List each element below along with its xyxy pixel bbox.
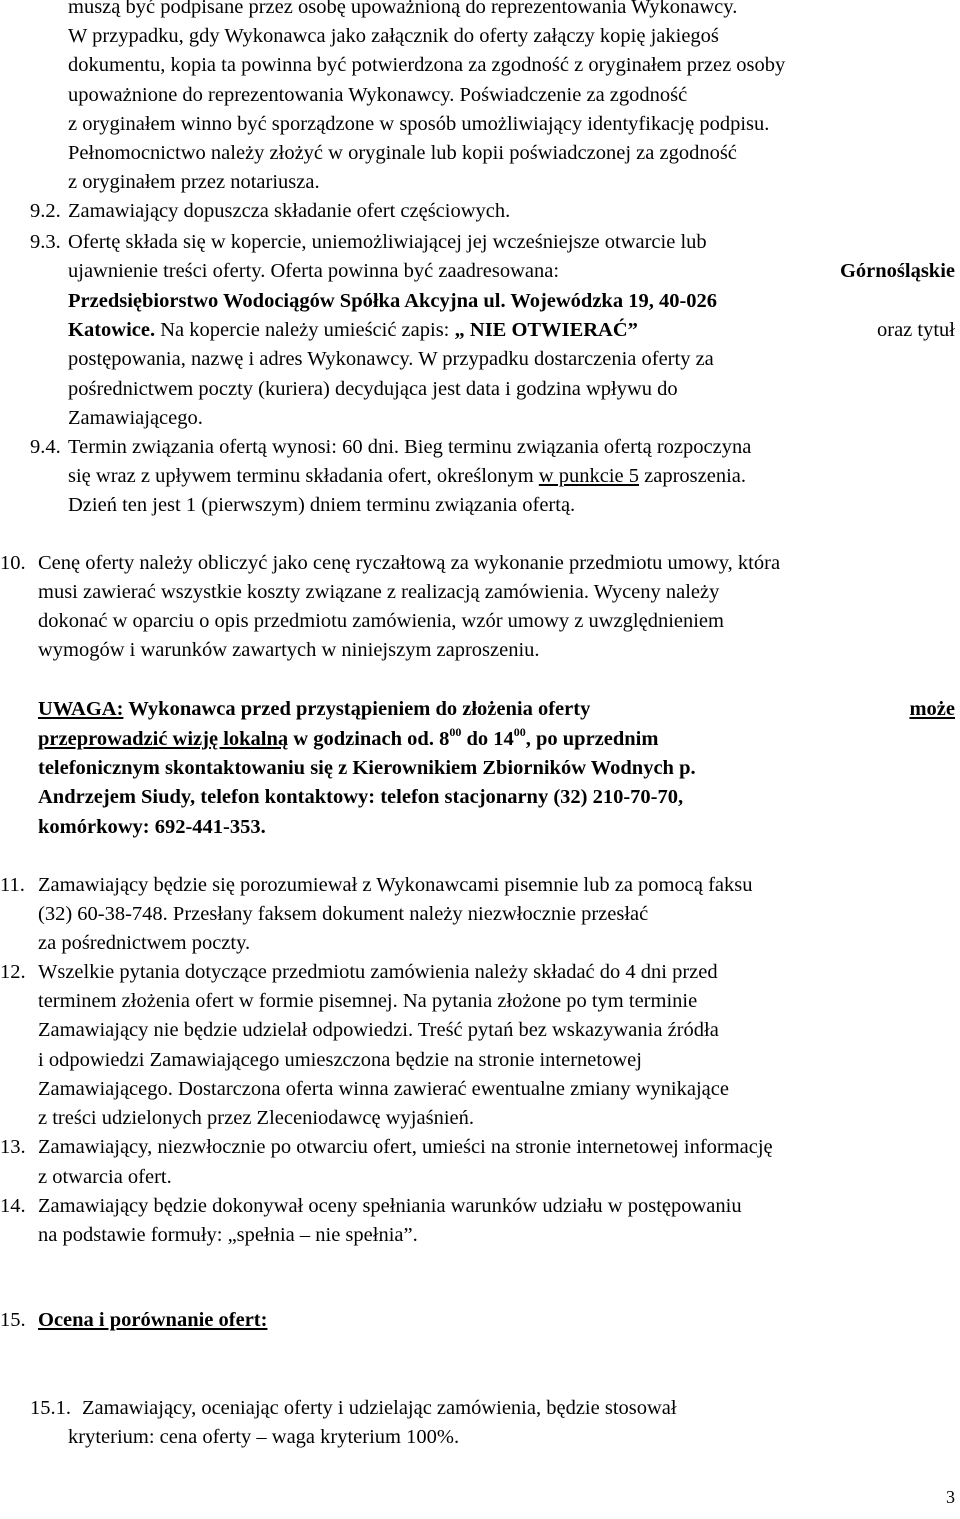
notice-label: UWAGA: bbox=[38, 698, 124, 720]
text-line: musi zawierać wszystkie koszty związane z realizacją zamówienia. Wyceny należy bbox=[38, 581, 720, 603]
text-line bbox=[68, 257, 955, 286]
text-span: do 14 bbox=[466, 728, 514, 750]
text-line: z treści udzielonych przez Zleceniodawcę wyjaśnień. bbox=[38, 1107, 474, 1129]
text-line: Zamawiający będzie się porozumiewał z Wykonawcami pisemnie lub za pomocą faksu bbox=[38, 874, 753, 896]
notice-line: telefonicznym skontaktowaniu się z Kierownikiem Zbiorników Wodnych p. bbox=[38, 757, 696, 779]
item-number: 10. bbox=[0, 552, 26, 574]
text-line: upoważnione do reprezentowania Wykonawcy. Poświadczenie za zgodność bbox=[68, 84, 688, 106]
text-line: z oryginałem winno być sporządzone w sposób umożliwiający identyfikację podpisu. bbox=[68, 113, 770, 135]
text-line: z otwarcia ofert. bbox=[38, 1166, 172, 1188]
text-span: się wraz z upływem terminu składania ofert, określonym bbox=[68, 465, 534, 487]
text-line: dokumentu, kopia ta powinna być potwierdzona za zgodność z oryginałem przez osoby bbox=[68, 54, 786, 76]
section-reference: w punkcie 5 bbox=[538, 465, 639, 487]
text-line: Zamawiający dopuszcza składanie ofert częściowych. bbox=[68, 200, 511, 222]
text-line: Zamawiający, oceniając oferty i udzielając zamówienia, będzie stosował bbox=[82, 1397, 677, 1419]
item-number: 11. bbox=[0, 874, 25, 896]
text-line: Zamawiającego. Dostarczona oferta winna zawierać ewentualne zmiany wynikające bbox=[38, 1078, 729, 1100]
text-span: , po uprzednim bbox=[525, 728, 659, 750]
text-span: w godzinach od. 8 bbox=[293, 728, 450, 750]
text-line: Zamawiający będzie dokonywał oceny spełniania warunków udziału w postępowaniu bbox=[38, 1195, 742, 1217]
text-line: pośrednictwem poczty (kuriera) decydująca jest data i godzina wpływu do bbox=[68, 378, 678, 400]
text-line bbox=[68, 22, 955, 51]
text-line: kryterium: cena oferty – waga kryterium 100%. bbox=[68, 1426, 460, 1448]
text-line: Cenę oferty należy obliczyć jako cenę ryczałtową za wykonanie przedmiotu umowy, która bbox=[38, 552, 781, 574]
text-line: Zamawiający nie będzie udzielał odpowiedzi. Treść pytań bez wskazywania źródła bbox=[38, 1019, 719, 1041]
text-line: Zamawiający, niezwłocznie po otwarciu ofert, umieści na stronie internetowej informację bbox=[38, 1136, 773, 1158]
text-line: Ofertę składa się w kopercie, uniemożliwiającej jej wcześniejsze otwarcie lub bbox=[68, 231, 707, 253]
text-line: Wszelkie pytania dotyczące przedmiotu zamówienia należy składać do 4 dni przed bbox=[38, 961, 718, 983]
page-number: 3 bbox=[946, 1487, 955, 1507]
do-not-open-label: „ NIE OTWIERAĆ” bbox=[454, 319, 638, 341]
text-span: W przypadku, gdy Wykonawca jako załącznik do oferty załączy kopię jakiegoś bbox=[68, 25, 719, 47]
site-visit-label: przeprowadzić wizję lokalną bbox=[38, 728, 289, 750]
item-number: 15.1. bbox=[30, 1397, 71, 1419]
text-line: Zamawiającego. bbox=[68, 407, 203, 429]
text-line bbox=[68, 462, 746, 491]
text-line bbox=[68, 316, 955, 345]
text-line: z oryginałem przez notariusza. bbox=[68, 171, 320, 193]
company-name: Górnośląskie bbox=[839, 260, 955, 282]
text-line: terminem złożenia ofert w formie pisemnej. Na pytania złożone po tym terminie bbox=[38, 990, 698, 1012]
notice-line: Andrzejem Siudy, telefon kontaktowy: telefon stacjonarny (32) 210-70-70, bbox=[38, 786, 684, 808]
text-line: (32) 60-38-748. Przesłany faksem dokument należy niezwłocznie przesłać bbox=[38, 903, 649, 925]
text-line: za pośrednictwem poczty. bbox=[38, 932, 251, 954]
city-name: Katowice. bbox=[68, 319, 156, 341]
text-line: wymogów i warunków zawartych w niniejszym zaproszeniu. bbox=[38, 639, 540, 661]
text-line: Dzień ten jest 1 (pierwszym) dniem terminu związania ofertą. bbox=[68, 494, 576, 516]
item-number: 9.3. bbox=[30, 231, 61, 253]
item-number: 12. bbox=[0, 961, 26, 983]
text-line: postępowania, nazwę i adres Wykonawcy. W przypadku dostarczenia oferty za bbox=[68, 348, 714, 370]
text-line: na podstawie formuły: „spełnia – nie spełnia”. bbox=[38, 1224, 418, 1246]
item-number: 13. bbox=[0, 1136, 26, 1158]
item-number: 9.4. bbox=[30, 436, 61, 458]
text-span: Wykonawca przed przystąpieniem do złożenia oferty bbox=[128, 698, 591, 720]
text-line: Pełnomocnictwo należy złożyć w oryginale lub kopii poświadczonej za zgodność bbox=[68, 142, 737, 164]
superscript: 00 bbox=[449, 725, 462, 739]
text-span: może bbox=[909, 698, 955, 720]
company-address: Przedsiębiorstwo Wodociągów Spółka Akcyjna ul. Wojewódzka 19, 40-026 bbox=[68, 290, 718, 312]
text-line: Termin związania ofertą wynosi: 60 dni. Bieg terminu związania ofertą rozpoczyna bbox=[68, 436, 752, 458]
text-span: oraz tytuł bbox=[877, 319, 955, 341]
text-line: dokonać w oparciu o opis przedmiotu zamówienia, wzór umowy z uwzględnieniem bbox=[38, 610, 724, 632]
notice-line bbox=[38, 725, 658, 754]
item-number: 15. bbox=[0, 1309, 26, 1331]
item-number: 9.2. bbox=[30, 200, 61, 222]
section-heading: Ocena i porównanie ofert: bbox=[38, 1309, 268, 1331]
superscript: 00 bbox=[513, 725, 526, 739]
text-span: ujawnienie treści oferty. Oferta powinna być zaadresowana: bbox=[68, 260, 560, 282]
text-span: Na kopercie należy umieścić zapis: bbox=[160, 319, 450, 341]
text-line: muszą być podpisane przez osobę upoważnioną do reprezentowania Wykonawcy. bbox=[68, 0, 738, 18]
text-line: i odpowiedzi Zamawiającego umieszczona będzie na stronie internetowej bbox=[38, 1049, 642, 1071]
notice-line: komórkowy: 692-441-353. bbox=[38, 816, 266, 838]
text-span: zaproszenia. bbox=[644, 465, 746, 487]
notice-line bbox=[38, 695, 955, 724]
item-number: 14. bbox=[0, 1195, 26, 1217]
